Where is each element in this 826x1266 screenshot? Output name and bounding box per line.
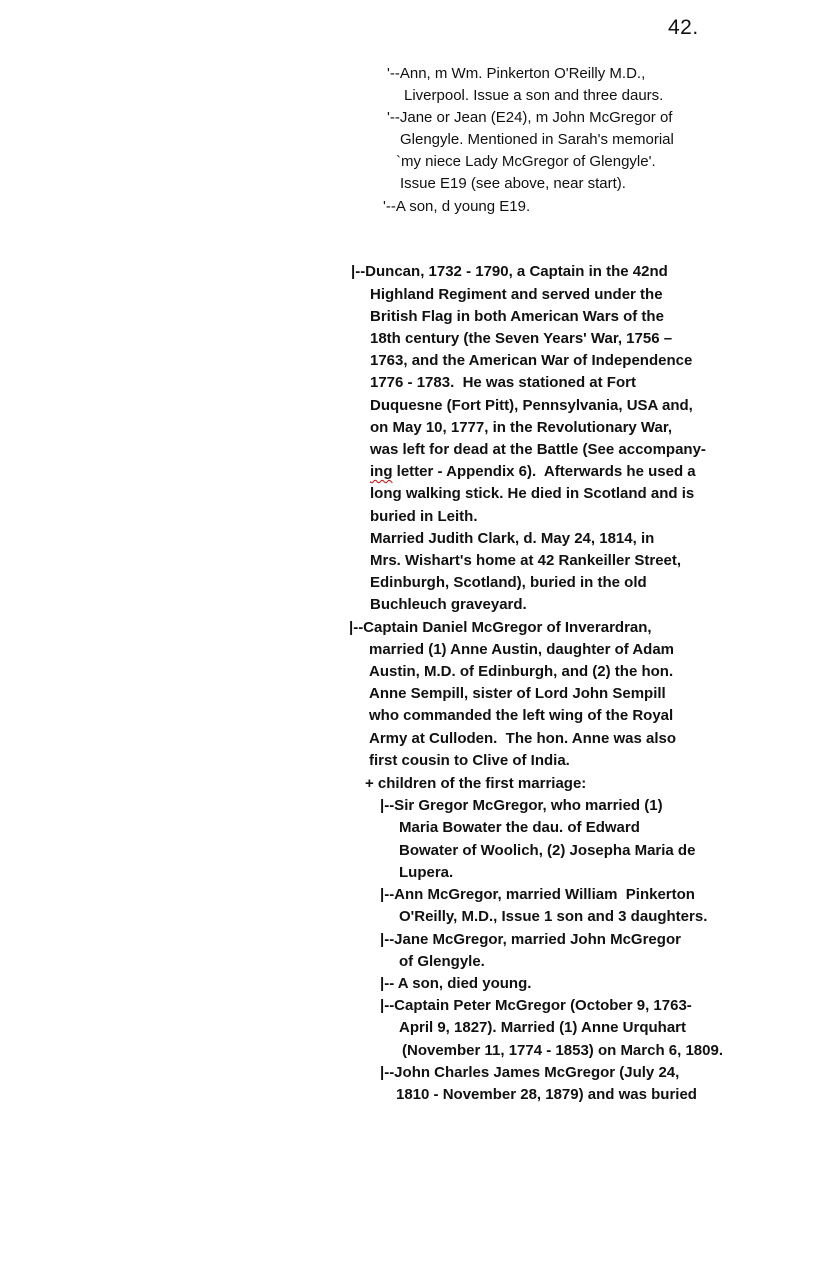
- entry-captain-peter-2: April 9, 1827). Married (1) Anne Urquhart: [399, 1019, 687, 1036]
- entry-daniel-line-6: Army at Culloden. The hon. Anne was also: [369, 730, 676, 747]
- entry-duncan-line-5: 1763, and the American War of Independence: [370, 352, 693, 369]
- children-heading: + children of the first marriage:: [365, 775, 587, 792]
- entry-jane-jean: '--Jane or Jean (E24), m John McGregor of: [387, 109, 673, 126]
- entry-duncan-marriage: Married Judith Clark, d. May 24, 1814, in: [370, 530, 655, 547]
- entry-jane-mcgregor-2: of Glengyle.: [399, 953, 485, 970]
- entry-daniel-line-5: who commanded the left wing of the Royal: [369, 707, 674, 724]
- entry-john-charles: |--John Charles James McGregor (July 24,: [380, 1064, 680, 1081]
- entry-duncan-line-10: [370, 461, 696, 483]
- entry-ann-oreilly-cont: Liverpool. Issue a son and three daurs.: [404, 87, 664, 104]
- entry-captain-peter: |--Captain Peter McGregor (October 9, 1763-: [380, 997, 692, 1014]
- entry-duncan-line-3: British Flag in both American Wars of the: [370, 308, 664, 325]
- entry-jane-jean-cont-1: Glengyle. Mentioned in Sarah's memorial: [400, 131, 674, 148]
- entry-duncan-line-4: 18th century (the Seven Years' War, 1756 –: [370, 330, 673, 347]
- entry-ann-mcgregor-2: O'Reilly, M.D., Issue 1 son and 3 daughters.: [399, 908, 708, 925]
- entry-duncan-line-2: Highland Regiment and served under the: [370, 286, 663, 303]
- entry-duncan-line-6: 1776 - 1783. He was stationed at Fort: [370, 374, 636, 391]
- entry-daniel-line-3: Austin, M.D. of Edinburgh, and (2) the hon.: [369, 663, 674, 680]
- entry-duncan-line-10-rest: letter - Appendix 6). Afterwards he used a: [392, 463, 696, 480]
- entry-son-died-young: |-- A son, died young.: [380, 975, 532, 992]
- entry-sir-gregor-2: Maria Bowater the dau. of Edward: [399, 819, 640, 836]
- entry-ann-oreilly: '--Ann, m Wm. Pinkerton O'Reilly M.D.,: [387, 65, 646, 82]
- entry-duncan: |--Duncan, 1732 - 1790, a Captain in the 42nd: [351, 263, 668, 280]
- entry-duncan-marriage-2: Mrs. Wishart's home at 42 Rankeiller Street,: [370, 552, 682, 569]
- entry-duncan-marriage-4: Buchleuch graveyard.: [370, 596, 527, 613]
- entry-duncan-line-11: long walking stick. He died in Scotland and is: [370, 485, 695, 502]
- entry-sir-gregor: |--Sir Gregor McGregor, who married (1): [380, 797, 663, 814]
- entry-duncan-line-7: Duquesne (Fort Pitt), Pennsylvania, USA and,: [370, 397, 693, 414]
- entry-son-young: '--A son, d young E19.: [383, 198, 531, 215]
- entry-captain-peter-3: (November 11, 1774 - 1853) on March 6, 1809.: [402, 1042, 723, 1059]
- entry-duncan-line-8: on May 10, 1777, in the Revolutionary War,: [370, 419, 673, 436]
- spellcheck-word: ing: [370, 463, 393, 480]
- entry-sir-gregor-4: Lupera.: [399, 864, 454, 881]
- entry-daniel-line-2: married (1) Anne Austin, daughter of Adam: [369, 641, 675, 658]
- entry-john-charles-2: 1810 - November 28, 1879) and was buried: [396, 1086, 697, 1103]
- entry-duncan-line-12: buried in Leith.: [370, 508, 478, 525]
- entry-captain-daniel: |--Captain Daniel McGregor of Inverardran,: [349, 619, 652, 636]
- entry-sir-gregor-3: Bowater of Woolich, (2) Josepha Maria de: [399, 842, 696, 859]
- entry-duncan-line-9: was left for dead at the Battle (See accompany-: [370, 441, 706, 458]
- entry-daniel-line-7: first cousin to Clive of India.: [369, 752, 570, 769]
- entry-jane-mcgregor: |--Jane McGregor, married John McGregor: [380, 931, 681, 948]
- entry-duncan-marriage-3: Edinburgh, Scotland), buried in the old: [370, 574, 647, 591]
- entry-jane-jean-cont-3: Issue E19 (see above, near start).: [400, 175, 626, 192]
- page-number: 42.: [668, 16, 699, 39]
- entry-ann-mcgregor: |--Ann McGregor, married William Pinkerton: [380, 886, 695, 903]
- entry-daniel-line-4: Anne Sempill, sister of Lord John Sempill: [369, 685, 666, 702]
- entry-jane-jean-cont-2: `my niece Lady McGregor of Glengyle'.: [396, 153, 656, 170]
